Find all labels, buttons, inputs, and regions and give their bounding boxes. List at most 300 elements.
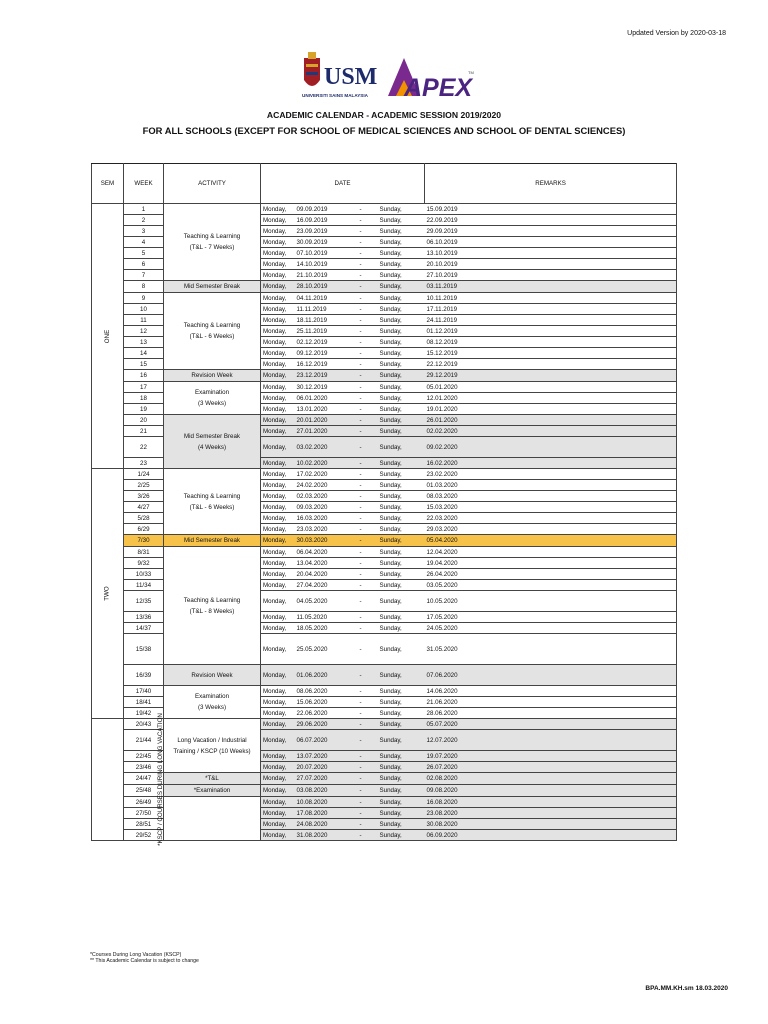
date-separator: -	[359, 227, 362, 235]
activity-label: Teaching & Learning	[183, 233, 241, 240]
end-day: Sunday,	[378, 623, 425, 634]
activity-label: Teaching & Learning	[183, 492, 241, 500]
activity-cell	[164, 382, 261, 415]
week-cell: 4	[124, 237, 164, 248]
activity-cell	[164, 370, 261, 382]
end-day: Sunday,	[378, 580, 425, 591]
end-day: Sunday,	[378, 773, 425, 785]
header-week: WEEK	[124, 164, 164, 204]
week-cell: 16/39	[124, 665, 164, 686]
start-date: 04.05.2020	[295, 591, 344, 612]
end-day: Sunday,	[378, 808, 425, 819]
activity-label: Mid Semester Break	[183, 537, 241, 544]
date-separator: -	[359, 205, 362, 213]
start-day: Monday,	[261, 591, 295, 612]
start-day: Monday,	[261, 226, 295, 237]
start-date: 17.02.2020	[295, 469, 344, 480]
week-cell: 25/48	[124, 785, 164, 797]
start-date: 18.11.2019	[295, 315, 344, 326]
semester-label-text: *KSCP / COURSES DURING LONG VACATION	[156, 713, 164, 846]
start-date: 24.02.2020	[295, 480, 344, 491]
date-separator: -	[359, 481, 362, 489]
end-date: 10.05.2020	[425, 591, 677, 612]
header-activity: ACTIVITY	[164, 164, 261, 204]
end-date: 19.07.2020	[425, 751, 677, 762]
date-range-mid	[344, 830, 378, 841]
end-day: Sunday,	[378, 458, 425, 469]
end-day: Sunday,	[378, 415, 425, 426]
week-cell: 16	[124, 370, 164, 382]
date-separator: -	[359, 305, 362, 313]
week-cell: 20/43	[124, 719, 164, 730]
week-cell: 7/30	[124, 535, 164, 547]
start-day: Monday,	[261, 762, 295, 773]
week-cell: 8	[124, 281, 164, 293]
start-date: 04.11.2019	[295, 293, 344, 304]
week-cell: 12	[124, 326, 164, 337]
activity-cell	[164, 719, 261, 773]
start-date: 11.05.2020	[295, 612, 344, 623]
end-day: Sunday,	[378, 359, 425, 370]
reference-code: BPA.MM.KH.sm 18.03.2020	[645, 985, 728, 992]
start-date: 20.07.2020	[295, 762, 344, 773]
date-separator: -	[359, 537, 362, 544]
end-day: Sunday,	[378, 304, 425, 315]
date-range-mid	[344, 569, 378, 580]
date-separator: -	[359, 709, 362, 717]
end-day: Sunday,	[378, 215, 425, 226]
date-range-mid	[344, 382, 378, 393]
start-day: Monday,	[261, 808, 295, 819]
date-separator: -	[359, 831, 362, 839]
end-date: 06.10.2019	[425, 237, 677, 248]
week-cell: 17	[124, 382, 164, 393]
start-date: 06.07.2020	[295, 730, 344, 751]
end-date: 03.11.2019	[425, 281, 677, 293]
end-day: Sunday,	[378, 315, 425, 326]
end-date: 24.11.2019	[425, 315, 677, 326]
date-range-mid	[344, 730, 378, 751]
table-row	[92, 469, 677, 480]
start-date: 03.02.2020	[295, 437, 344, 458]
semester-label-text: ONE	[103, 329, 111, 343]
end-date: 26.07.2020	[425, 762, 677, 773]
date-range-mid	[344, 281, 378, 293]
start-day: Monday,	[261, 215, 295, 226]
date-range-mid	[344, 237, 378, 248]
end-date: 08.12.2019	[425, 337, 677, 348]
week-cell: 2/25	[124, 480, 164, 491]
start-date: 28.10.2019	[295, 281, 344, 293]
activity-label: *T&L	[205, 775, 219, 782]
date-separator: -	[359, 470, 362, 478]
table-row	[92, 665, 677, 686]
start-date: 15.06.2020	[295, 697, 344, 708]
end-day: Sunday,	[378, 634, 425, 665]
date-separator: -	[359, 338, 362, 346]
week-cell: 19	[124, 404, 164, 415]
end-date: 17.11.2019	[425, 304, 677, 315]
date-separator: -	[359, 548, 362, 556]
week-cell: 10/33	[124, 569, 164, 580]
start-date: 09.09.2019	[295, 204, 344, 215]
activity-label: Examination	[194, 693, 230, 700]
end-date: 01.12.2019	[425, 326, 677, 337]
activity-label: Revision Week	[191, 671, 233, 679]
table-row	[92, 370, 677, 382]
date-range-mid	[344, 226, 378, 237]
end-day: Sunday,	[378, 259, 425, 270]
table-row	[92, 293, 677, 304]
end-date: 08.03.2020	[425, 491, 677, 502]
start-date: 30.12.2019	[295, 382, 344, 393]
table-row	[92, 797, 677, 808]
updated-version-note: Updated Version by 2020-03-18	[627, 30, 726, 37]
start-date: 13.01.2020	[295, 404, 344, 415]
start-date: 14.10.2019	[295, 259, 344, 270]
end-date: 09.08.2020	[425, 785, 677, 797]
end-day: Sunday,	[378, 469, 425, 480]
end-day: Sunday,	[378, 591, 425, 612]
activity-cell	[164, 686, 261, 719]
start-date: 29.06.2020	[295, 719, 344, 730]
date-range-mid	[344, 259, 378, 270]
start-date: 25.05.2020	[295, 634, 344, 665]
end-day: Sunday,	[378, 697, 425, 708]
week-cell: 10	[124, 304, 164, 315]
end-day: Sunday,	[378, 293, 425, 304]
date-range-mid	[344, 697, 378, 708]
week-cell: 1/24	[124, 469, 164, 480]
date-separator: -	[359, 394, 362, 402]
date-separator: -	[359, 787, 362, 794]
date-range-mid	[344, 293, 378, 304]
date-separator: -	[359, 698, 362, 706]
end-date: 22.09.2019	[425, 215, 677, 226]
date-range-mid	[344, 359, 378, 370]
end-date: 16.08.2020	[425, 797, 677, 808]
start-day: Monday,	[261, 513, 295, 524]
footnote-kscp: *Courses During Long Vacation (KSCP)	[90, 952, 182, 958]
start-day: Monday,	[261, 773, 295, 785]
end-day: Sunday,	[378, 204, 425, 215]
week-cell: 15/38	[124, 634, 164, 665]
end-day: Sunday,	[378, 502, 425, 513]
date-separator: -	[359, 597, 362, 605]
week-cell: 7	[124, 270, 164, 281]
calendar-title: ACADEMIC CALENDAR - ACADEMIC SESSION 2019/2020	[266, 110, 502, 120]
start-day: Monday,	[261, 259, 295, 270]
end-day: Sunday,	[378, 237, 425, 248]
week-cell: 2	[124, 215, 164, 226]
date-range-mid	[344, 513, 378, 524]
start-day: Monday,	[261, 393, 295, 404]
end-date: 05.04.2020	[425, 535, 677, 547]
date-separator: -	[359, 559, 362, 567]
activity-label: (T&L - 6 Weeks)	[189, 333, 235, 340]
start-date: 13.07.2020	[295, 751, 344, 762]
week-cell: 8/31	[124, 547, 164, 558]
end-date: 22.03.2020	[425, 513, 677, 524]
end-day: Sunday,	[378, 785, 425, 797]
activity-label: Mid Semester Break	[183, 283, 241, 290]
end-day: Sunday,	[378, 480, 425, 491]
end-day: Sunday,	[378, 569, 425, 580]
date-range-mid	[344, 547, 378, 558]
start-day: Monday,	[261, 524, 295, 535]
date-separator: -	[359, 260, 362, 268]
start-day: Monday,	[261, 204, 295, 215]
start-date: 20.01.2020	[295, 415, 344, 426]
start-day: Monday,	[261, 337, 295, 348]
date-separator: -	[359, 736, 362, 744]
date-range-mid	[344, 708, 378, 719]
start-date: 03.08.2020	[295, 785, 344, 797]
date-range-mid	[344, 215, 378, 226]
week-cell: 5	[124, 248, 164, 259]
date-separator: -	[359, 798, 362, 806]
start-date: 30.03.2020	[295, 535, 344, 547]
date-separator: -	[359, 294, 362, 302]
date-separator: -	[359, 613, 362, 621]
date-range-mid	[344, 524, 378, 535]
start-date: 06.01.2020	[295, 393, 344, 404]
end-date: 15.03.2020	[425, 502, 677, 513]
end-day: Sunday,	[378, 226, 425, 237]
date-separator: -	[359, 514, 362, 522]
date-range-mid	[344, 315, 378, 326]
end-date: 26.04.2020	[425, 569, 677, 580]
table-row	[92, 547, 677, 558]
date-range-mid	[344, 762, 378, 773]
week-cell: 15	[124, 359, 164, 370]
end-date: 07.06.2020	[425, 665, 677, 686]
table-header-row	[92, 164, 677, 204]
date-range-mid	[344, 808, 378, 819]
end-day: Sunday,	[378, 281, 425, 293]
end-date: 02.08.2020	[425, 773, 677, 785]
date-separator: -	[359, 459, 362, 467]
date-separator: -	[359, 775, 362, 782]
start-day: Monday,	[261, 580, 295, 591]
start-day: Monday,	[261, 359, 295, 370]
end-day: Sunday,	[378, 547, 425, 558]
start-date: 23.12.2019	[295, 370, 344, 382]
end-date: 15.09.2019	[425, 204, 677, 215]
date-separator: -	[359, 492, 362, 500]
start-date: 27.04.2020	[295, 580, 344, 591]
end-date: 03.05.2020	[425, 580, 677, 591]
start-day: Monday,	[261, 293, 295, 304]
date-range-mid	[344, 502, 378, 513]
date-range-mid	[344, 785, 378, 797]
start-day: Monday,	[261, 382, 295, 393]
activity-label: (3 Weeks)	[197, 704, 227, 711]
activity-cell	[164, 281, 261, 293]
date-separator: -	[359, 752, 362, 760]
start-day: Monday,	[261, 491, 295, 502]
semester-label-text: TWO	[104, 586, 111, 601]
date-separator: -	[359, 503, 362, 511]
week-cell: 24/47	[124, 773, 164, 785]
end-day: Sunday,	[378, 730, 425, 751]
end-date: 29.03.2020	[425, 524, 677, 535]
start-day: Monday,	[261, 437, 295, 458]
week-cell: 23/46	[124, 762, 164, 773]
date-range-mid	[344, 558, 378, 569]
date-separator: -	[359, 570, 362, 578]
date-range-mid	[344, 426, 378, 437]
activity-label: (T&L - 6 Weeks)	[189, 503, 235, 511]
table-row	[92, 415, 677, 426]
semester-label	[92, 204, 124, 469]
start-day: Monday,	[261, 830, 295, 841]
start-day: Monday,	[261, 415, 295, 426]
start-day: Monday,	[261, 404, 295, 415]
date-separator: -	[359, 360, 362, 368]
end-day: Sunday,	[378, 270, 425, 281]
end-day: Sunday,	[378, 491, 425, 502]
table-row	[92, 535, 677, 547]
start-day: Monday,	[261, 502, 295, 513]
table-row	[92, 773, 677, 785]
week-cell: 21	[124, 426, 164, 437]
end-date: 05.01.2020	[425, 382, 677, 393]
activity-label: Revision Week	[191, 372, 233, 379]
date-range-mid	[344, 370, 378, 382]
activity-cell	[164, 547, 261, 665]
start-day: Monday,	[261, 426, 295, 437]
end-day: Sunday,	[378, 830, 425, 841]
end-day: Sunday,	[378, 708, 425, 719]
end-day: Sunday,	[378, 797, 425, 808]
start-date: 01.06.2020	[295, 665, 344, 686]
date-separator: -	[359, 416, 362, 424]
start-date: 27.07.2020	[295, 773, 344, 785]
week-cell: 23	[124, 458, 164, 469]
start-day: Monday,	[261, 665, 295, 686]
start-day: Monday,	[261, 469, 295, 480]
activity-label: Long Vacation / Industrial	[177, 736, 247, 744]
date-separator: -	[359, 349, 362, 357]
end-day: Sunday,	[378, 248, 425, 259]
date-range-mid	[344, 304, 378, 315]
start-date: 25.11.2019	[295, 326, 344, 337]
date-separator: -	[359, 820, 362, 828]
end-day: Sunday,	[378, 404, 425, 415]
start-date: 11.11.2019	[295, 304, 344, 315]
week-cell: 14	[124, 348, 164, 359]
end-day: Sunday,	[378, 382, 425, 393]
week-cell: 26/49	[124, 797, 164, 808]
usm-logo-subtitle: UNIVERSITI SAINS MALAYSIA	[302, 93, 368, 98]
start-day: Monday,	[261, 458, 295, 469]
start-day: Monday,	[261, 797, 295, 808]
end-day: Sunday,	[378, 686, 425, 697]
date-range-mid	[344, 797, 378, 808]
date-range-mid	[344, 773, 378, 785]
start-date: 18.05.2020	[295, 623, 344, 634]
date-separator: -	[359, 624, 362, 632]
week-cell: 18/41	[124, 697, 164, 708]
end-date: 05.07.2020	[425, 719, 677, 730]
start-day: Monday,	[261, 719, 295, 730]
table-row	[92, 382, 677, 393]
start-day: Monday,	[261, 558, 295, 569]
start-date: 13.04.2020	[295, 558, 344, 569]
start-date: 16.12.2019	[295, 359, 344, 370]
start-day: Monday,	[261, 348, 295, 359]
week-cell: 29/52	[124, 830, 164, 841]
start-day: Monday,	[261, 326, 295, 337]
start-date: 30.09.2019	[295, 237, 344, 248]
start-date: 08.06.2020	[295, 686, 344, 697]
activity-cell	[164, 785, 261, 797]
date-separator: -	[359, 809, 362, 817]
end-date: 15.12.2019	[425, 348, 677, 359]
start-day: Monday,	[261, 686, 295, 697]
end-date: 31.05.2020	[425, 634, 677, 665]
date-separator: -	[359, 763, 362, 771]
end-day: Sunday,	[378, 719, 425, 730]
date-range-mid	[344, 348, 378, 359]
week-cell: 22	[124, 437, 164, 458]
week-cell: 9	[124, 293, 164, 304]
week-cell: 27/50	[124, 808, 164, 819]
date-range-mid	[344, 437, 378, 458]
date-separator: -	[359, 405, 362, 413]
date-separator: -	[359, 238, 362, 246]
activity-cell	[164, 535, 261, 547]
start-date: 02.12.2019	[295, 337, 344, 348]
start-date: 07.10.2019	[295, 248, 344, 259]
activity-label: Teaching & Learning	[183, 322, 241, 329]
calendar-body	[92, 204, 677, 846]
end-day: Sunday,	[378, 393, 425, 404]
activity-label: Teaching & Learning	[183, 596, 241, 604]
start-date: 23.03.2020	[295, 524, 344, 535]
date-range-mid	[344, 393, 378, 404]
date-range-mid	[344, 591, 378, 612]
end-day: Sunday,	[378, 437, 425, 458]
end-date: 12.07.2020	[425, 730, 677, 751]
start-date: 21.10.2019	[295, 270, 344, 281]
end-date: 12.01.2020	[425, 393, 677, 404]
start-day: Monday,	[261, 697, 295, 708]
start-day: Monday,	[261, 612, 295, 623]
start-day: Monday,	[261, 547, 295, 558]
activity-label: Training / KSCP (10 Weeks)	[173, 747, 251, 755]
start-date: 16.03.2020	[295, 513, 344, 524]
start-day: Monday,	[261, 281, 295, 293]
week-cell: 14/37	[124, 623, 164, 634]
date-separator: -	[359, 720, 362, 728]
date-separator: -	[359, 687, 362, 695]
activity-label: (T&L - 7 Weeks)	[189, 244, 235, 251]
usm-crest-icon	[304, 52, 320, 86]
activity-cell	[164, 797, 261, 841]
end-date: 13.10.2019	[425, 248, 677, 259]
date-separator: -	[359, 525, 362, 533]
end-date: 09.02.2020	[425, 437, 677, 458]
end-date: 17.05.2020	[425, 612, 677, 623]
table-row	[92, 204, 677, 215]
week-cell: 9/32	[124, 558, 164, 569]
week-cell: 20	[124, 415, 164, 426]
header-remarks: REMARKS	[425, 164, 677, 204]
start-day: Monday,	[261, 569, 295, 580]
end-day: Sunday,	[378, 751, 425, 762]
